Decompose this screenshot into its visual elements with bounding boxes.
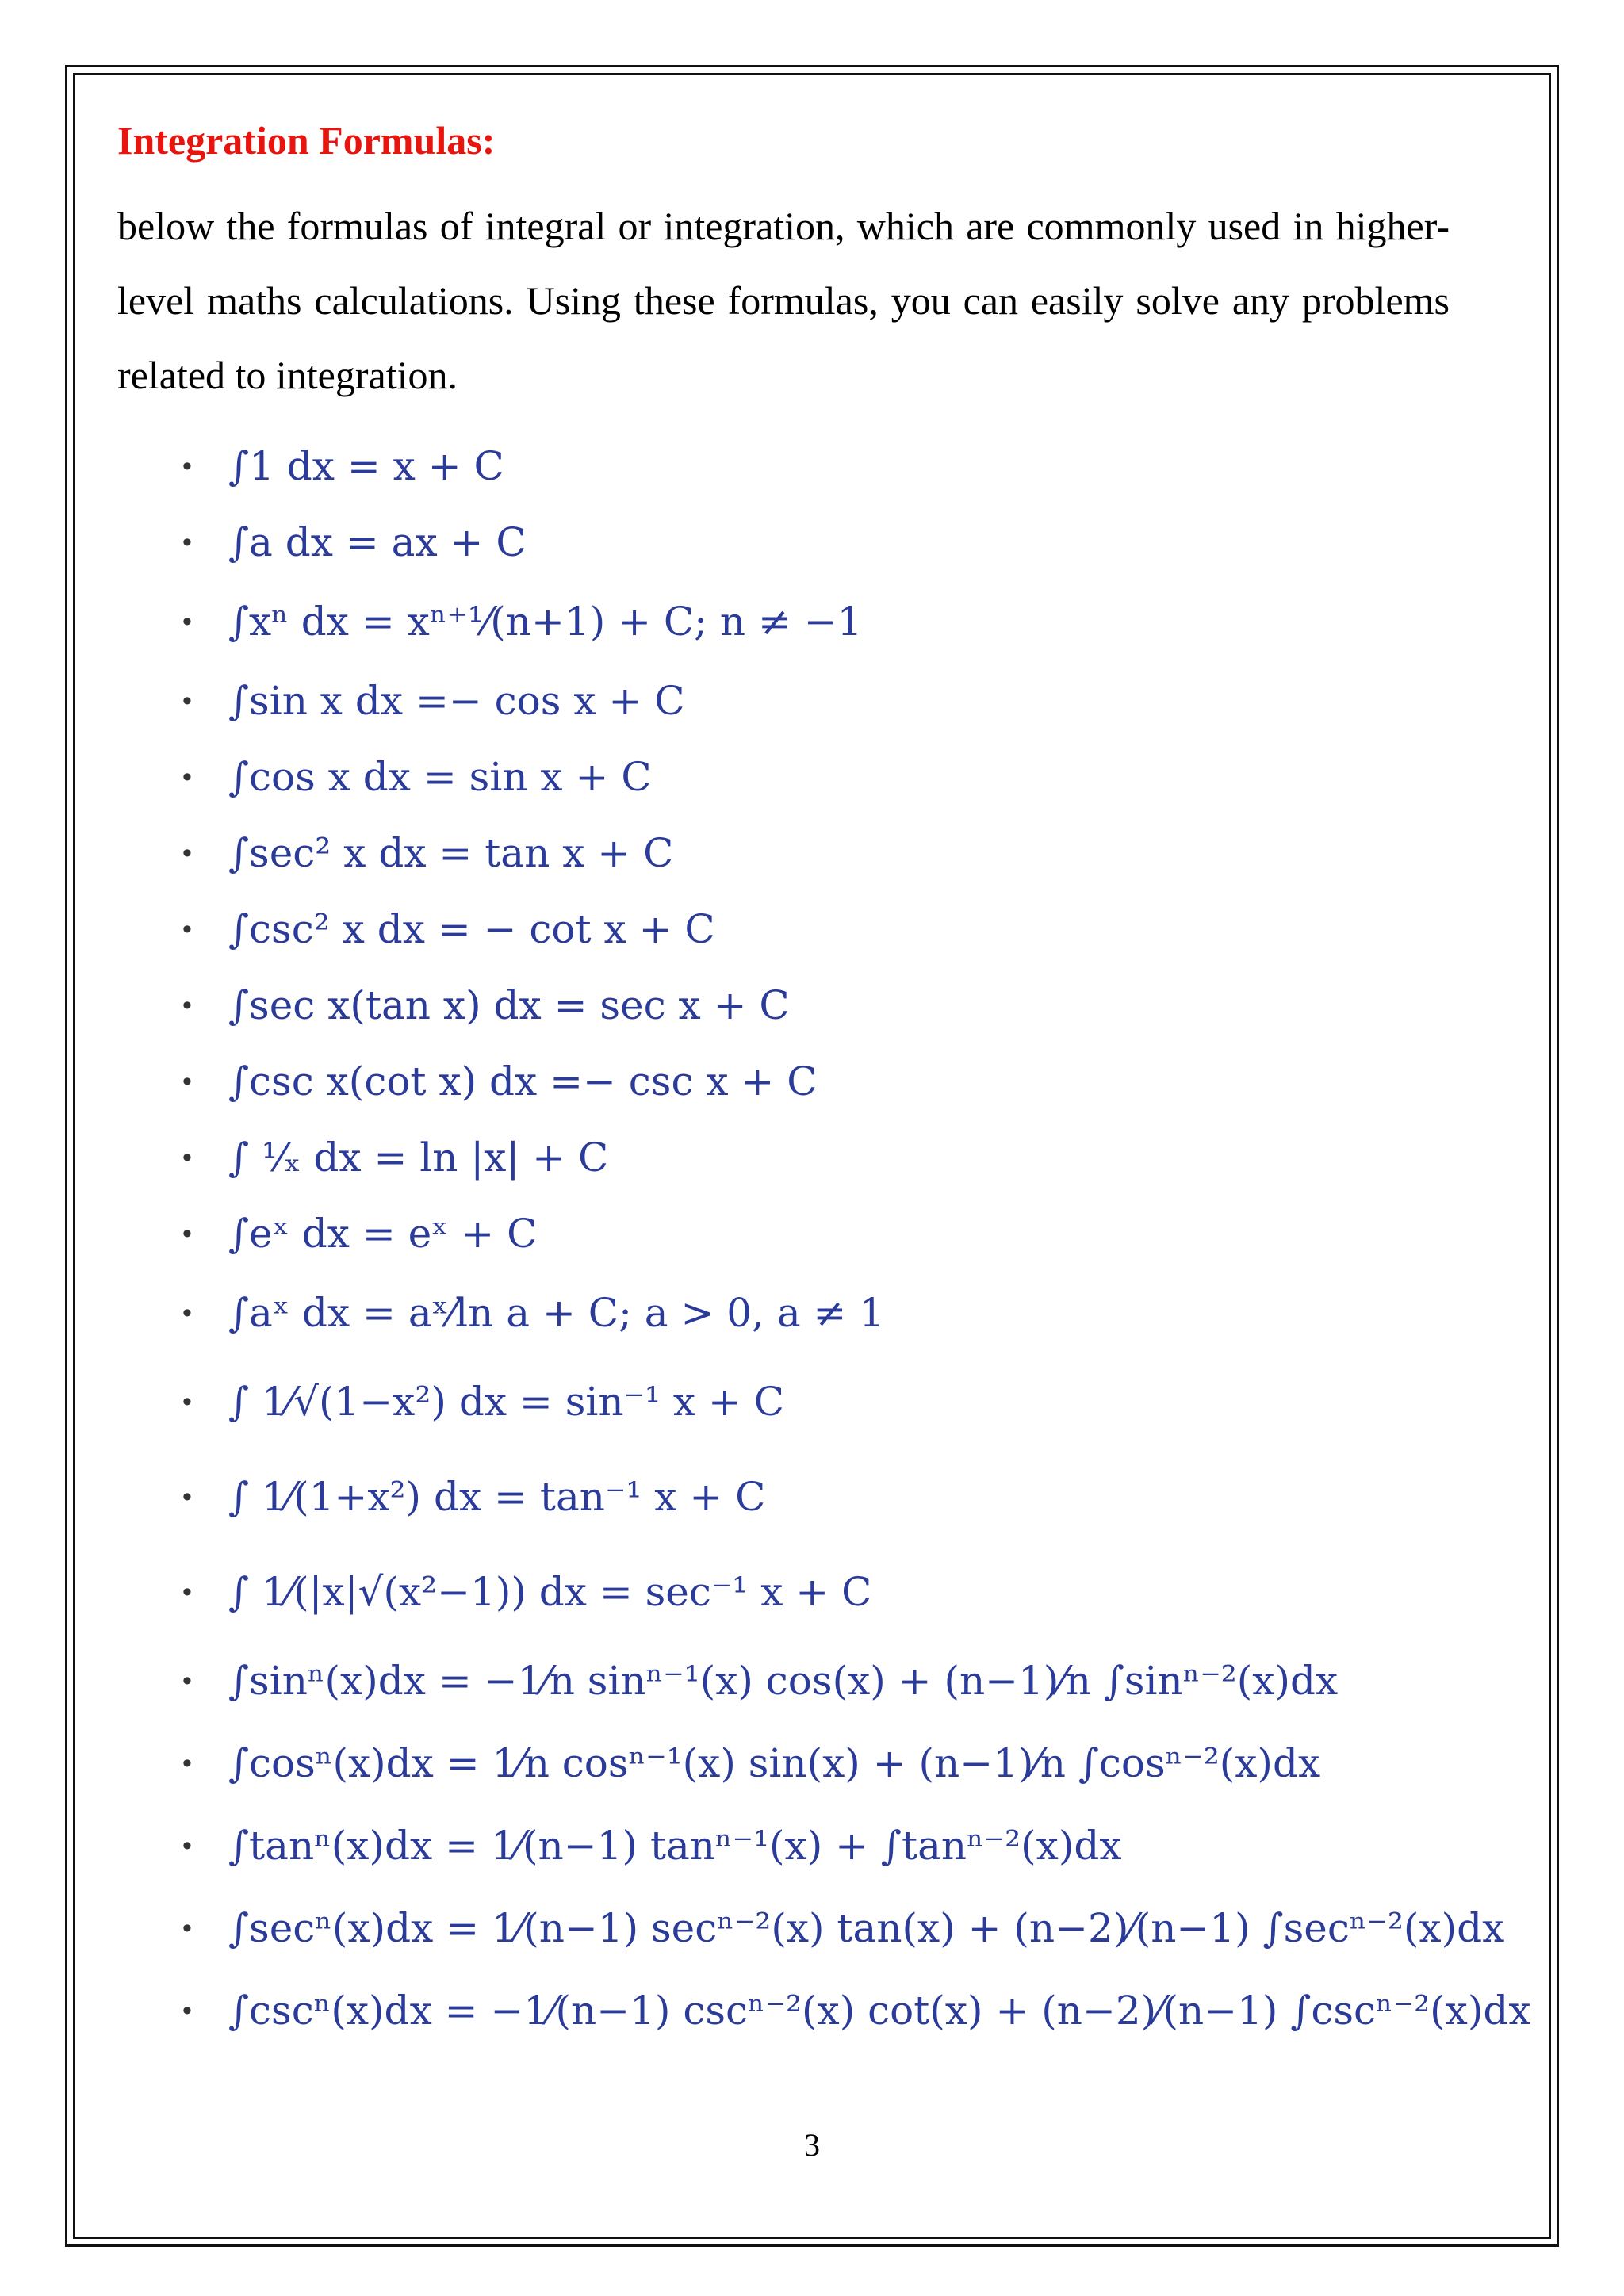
formula-text: ∫sec² x dx = tan x + C bbox=[228, 830, 674, 876]
formula-item bbox=[182, 967, 1451, 1043]
formula-text: ∫a dx = ax + C bbox=[228, 519, 527, 565]
bullet-icon: • bbox=[182, 761, 192, 792]
formula-item bbox=[182, 504, 1451, 580]
formula-item bbox=[182, 891, 1451, 967]
formula-text: ∫cosⁿ(x)dx = 1⁄n cosⁿ⁻¹(x) sin(x) + (n−1)⁄n ∫cosⁿ⁻²(x)dx bbox=[228, 1740, 1321, 1786]
formula-item bbox=[182, 580, 1451, 663]
bullet-icon: • bbox=[182, 685, 192, 716]
bullet-icon: • bbox=[182, 1481, 192, 1512]
bullet-icon: • bbox=[182, 1995, 192, 2026]
formula-text: ∫ 1⁄(|x|√(x²−1)) dx = sec⁻¹ x + C bbox=[228, 1569, 872, 1615]
bullet-icon: • bbox=[182, 1665, 192, 1696]
formula-text: ∫sec x(tan x) dx = sec x + C bbox=[228, 982, 790, 1028]
formula-item bbox=[182, 1196, 1451, 1272]
bullet-icon: • bbox=[182, 1912, 192, 1943]
bullet-icon: • bbox=[182, 1297, 192, 1328]
formula-item bbox=[182, 1043, 1451, 1119]
bullet-icon: • bbox=[182, 1218, 192, 1249]
bullet-icon: • bbox=[182, 837, 192, 868]
formula-item bbox=[182, 815, 1451, 891]
formula-text: ∫csc² x dx = − cot x + C bbox=[228, 906, 715, 952]
section-heading: Integration Formulas: bbox=[117, 118, 496, 163]
formula-text: ∫1 dx = x + C bbox=[228, 443, 504, 489]
formula-text: ∫aˣ dx = aˣ⁄ln a + C; a > 0, a ≠ 1 bbox=[228, 1290, 885, 1336]
bullet-icon: • bbox=[182, 1386, 192, 1417]
formula-item bbox=[182, 1272, 1451, 1354]
formula-text: ∫cos x dx = sin x + C bbox=[228, 754, 652, 800]
bullet-icon: • bbox=[182, 1142, 192, 1173]
bullet-icon: • bbox=[182, 450, 192, 481]
formula-text: ∫eˣ dx = eˣ + C bbox=[228, 1211, 538, 1257]
formula-item bbox=[182, 1119, 1451, 1196]
intro-paragraph: below the formulas of integral or integration, which are commonly used in higher-level maths calculations. Using these formulas, you can easily solve any problems related to integration. bbox=[117, 204, 1450, 397]
formula-list bbox=[182, 428, 1531, 2052]
bullet-icon: • bbox=[182, 606, 192, 637]
formula-item bbox=[182, 1449, 1451, 1544]
formula-item bbox=[182, 1887, 1505, 1969]
formula-item bbox=[182, 1544, 1451, 1640]
bullet-icon: • bbox=[182, 1830, 192, 1861]
bullet-icon: • bbox=[182, 1747, 192, 1778]
formula-text: ∫ ¹⁄ₓ dx = ln |x| + C bbox=[228, 1135, 609, 1181]
formula-text: ∫ 1⁄(1+x²) dx = tan⁻¹ x + C bbox=[228, 1474, 766, 1520]
bullet-icon: • bbox=[182, 989, 192, 1020]
formula-item bbox=[182, 739, 1451, 815]
formula-item bbox=[182, 663, 1451, 739]
page-number: 3 bbox=[804, 2127, 820, 2163]
formula-text: ∫secⁿ(x)dx = 1⁄(n−1) secⁿ⁻²(x) tan(x) + (n−2)⁄(n−1) ∫secⁿ⁻²(x)dx bbox=[228, 1905, 1505, 1951]
formula-text: ∫tanⁿ(x)dx = 1⁄(n−1) tanⁿ⁻¹(x) + ∫tanⁿ⁻²(x)dx bbox=[228, 1823, 1122, 1869]
formula-item bbox=[182, 1969, 1531, 2052]
bullet-icon: • bbox=[182, 913, 192, 944]
bullet-icon: • bbox=[182, 526, 192, 557]
formula-text: ∫csc x(cot x) dx =− csc x + C bbox=[228, 1058, 818, 1104]
formula-item bbox=[182, 1354, 1451, 1449]
formula-text: ∫sin x dx =− cos x + C bbox=[228, 678, 685, 724]
formula-item bbox=[182, 1722, 1451, 1804]
formula-text: ∫ 1⁄√(1−x²) dx = sin⁻¹ x + C bbox=[228, 1379, 785, 1425]
formula-item bbox=[182, 1640, 1451, 1722]
bullet-icon: • bbox=[182, 1576, 192, 1607]
formula-item bbox=[182, 428, 1451, 504]
formula-text: ∫sinⁿ(x)dx = −1⁄n sinⁿ⁻¹(x) cos(x) + (n−1)⁄n ∫sinⁿ⁻²(x)dx bbox=[228, 1658, 1339, 1704]
formula-text: ∫cscⁿ(x)dx = −1⁄(n−1) cscⁿ⁻²(x) cot(x) + (n−2)⁄(n−1) ∫cscⁿ⁻²(x)dx bbox=[228, 1988, 1531, 2034]
bullet-icon: • bbox=[182, 1066, 192, 1096]
formula-text: ∫xⁿ dx = xⁿ⁺¹⁄(n+1) + C; n ≠ −1 bbox=[228, 599, 863, 645]
formula-item bbox=[182, 1804, 1451, 1887]
